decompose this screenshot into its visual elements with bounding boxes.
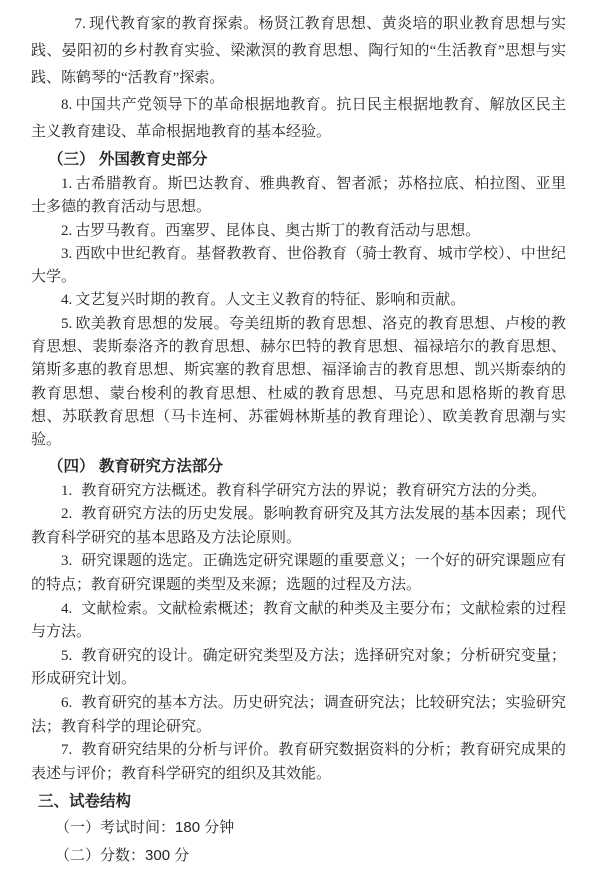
section-heading-foreign-education-history: （三） 外国教育史部分 [48, 151, 208, 168]
item-text: 教育研究方法的历史发展。影响教育研究及其方法发展的基本因素；现代教育科学研究的基本思路及方法论原则。 [31, 506, 566, 546]
foreign-education-history-list [31, 173, 566, 453]
item-number: 1. [61, 482, 73, 499]
item-text: 文献检索。文献检索概述；教育文献的种类及主要分布；文献检索的过程与方法。 [31, 600, 566, 641]
exam-time-value: 180 分钟 [175, 819, 235, 837]
list-item [31, 692, 566, 739]
item-text: 教育研究结果的分析与评价。教育研究数据资料的分析；教育研究成果的表述与评价；教育科学研究的组织及其效能。 [31, 742, 566, 782]
list-item [31, 550, 566, 597]
item-number: 5. [61, 647, 73, 664]
item-number: 2. [61, 506, 73, 523]
list-item [31, 289, 566, 312]
list-item [31, 739, 566, 786]
item-number: 6. [61, 694, 73, 711]
item-text: 欧美教育思想的发展。夸美纽斯的教育思想、洛克的教育思想、卢梭的教育思想、裴斯泰洛齐的教育思想、赫尔巴特的教育思想、福禄培尔的教育思想、第斯多惠的教育思想、斯宾塞的教育思想、福泽谕吉的教育思想、凯兴斯泰纳的教育思想、蒙台梭利的教育思想、杜威的教育思想、马克思和恩格斯的教育思想、苏联教育思想（马卡连柯、苏霍姆林斯基的教育理论）、欧美教育思潮与实验。 [31, 315, 566, 449]
list-item [31, 842, 566, 870]
item-text: 西欧中世纪教育。基督教教育、世俗教育（骑士教育、城市学校）、中世纪大学。 [31, 245, 566, 286]
item-text: 古希腊教育。斯巴达教育、雅典教育、智者派；苏格拉底、柏拉图、亚里士多德的教育活动与思想。 [31, 176, 566, 216]
paper-structure-list [31, 814, 566, 870]
list-item [31, 243, 566, 290]
section-heading-paper-structure: 三、试卷结构 [37, 793, 131, 811]
research-methods-list [31, 480, 566, 787]
list-item [31, 814, 566, 842]
intro-paragraphs [31, 11, 566, 146]
list-item [31, 220, 566, 243]
item-number: 2. [61, 222, 73, 239]
list-item [31, 503, 566, 550]
item-text: 研究课题的选定。正确选定研究课题的重要意义；一个好的研究课题应有的特点；教育研究课题的类型及来源；选题的过程及方法。 [31, 553, 566, 593]
item-number: 4. [61, 600, 73, 617]
list-item [31, 480, 566, 504]
item-number: 3. [61, 245, 73, 262]
item-number: 1. [61, 176, 73, 192]
item-number: 7. [74, 16, 86, 32]
section-heading-research-methods: （四） 教育研究方法部分 [48, 457, 223, 475]
list-item [31, 173, 566, 220]
item-number: 8. [61, 97, 73, 113]
item-text: 文艺复兴时期的教育。人文主义教育的特征、影响和贡献。 [75, 292, 466, 309]
exam-time-label: （一）考试时间： [55, 820, 176, 837]
item-number: 7. [61, 742, 73, 759]
exam-score-label: （二）分数： [55, 848, 146, 865]
item-number: 5. [61, 315, 73, 332]
item-text: 古罗马教育。西塞罗、昆体良、奥古斯丁的教育活动与思想。 [75, 222, 481, 239]
item-text: 教育研究的设计。确定研究类型及方法；选择研究对象；分析研究变量；形成研究计划。 [31, 647, 566, 688]
item-text: 教育研究的基本方法。历史研究法；调查研究法；比较研究法；实验研究法；教育科学的理论研究。 [31, 694, 566, 735]
item-text: 中国共产党领导下的革命根据地教育。抗日民主根据地教育、解放区民主主义教育建设、革命根据地教育的基本经验。 [31, 97, 566, 140]
list-item [31, 11, 566, 92]
list-item [31, 313, 566, 453]
item-number: 3. [61, 553, 73, 570]
item-number: 4. [61, 292, 73, 309]
list-item [31, 645, 566, 692]
list-item [31, 92, 566, 146]
item-text: 现代教育家的教育探索。杨贤江教育思想、黄炎培的职业教育思想与实践、晏阳初的乡村教育实验、梁漱溟的教育思想、陶行知的“生活教育”思想与实践、陈鹤琴的“活教育”探索。 [31, 16, 566, 86]
list-item [31, 598, 566, 645]
item-text: 教育研究方法概述。教育科学研究方法的界说；教育研究方法的分类。 [81, 482, 547, 499]
exam-score-value: 300 分 [145, 847, 190, 865]
